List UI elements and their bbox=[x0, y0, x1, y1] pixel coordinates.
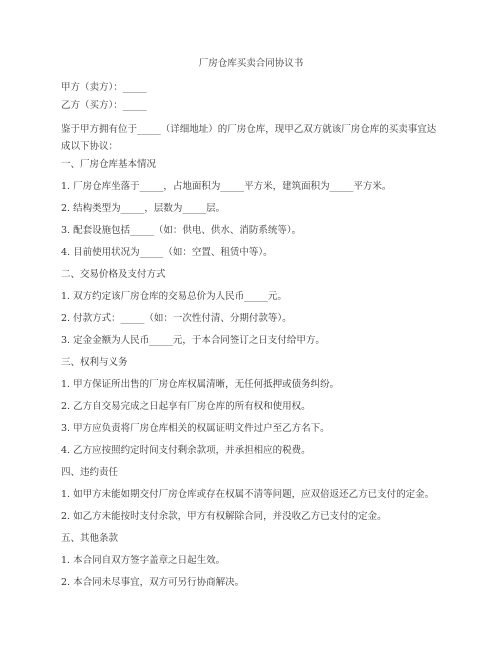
list-item: 4. 乙方应按照约定时间支付剩余款项，并承担相应的税费。 bbox=[61, 445, 311, 456]
list-item: 2. 结构类型为_____，层数为_____层。 bbox=[61, 203, 226, 214]
party-b-line: 乙方（买方）：_____ bbox=[61, 100, 147, 111]
list-item: 3. 甲方应负责将厂房仓库相关的权属证明文件过户至乙方名下。 bbox=[61, 423, 330, 434]
list-item: 3. 定金金额为人民币_____元，于本合同签订之日支付给甲方。 bbox=[61, 335, 325, 346]
section-heading-rights-obligations: 三、权利与义务 bbox=[61, 357, 128, 368]
list-item: 1. 本合同自双方签字盖章之日起生效。 bbox=[61, 555, 226, 566]
list-item: 3. 配套设施包括_____（如：供电、供水、消防系统等）。 bbox=[61, 225, 302, 236]
section-heading-liability: 四、违约责任 bbox=[61, 467, 119, 478]
list-item: 1. 双方约定该厂房仓库的交易总价为人民币_____元。 bbox=[61, 291, 287, 302]
list-item: 2. 如乙方未能按时支付余款，甲方有权解除合同，并没收乙方已支付的定金。 bbox=[61, 511, 387, 522]
document-title: 厂房仓库买卖合同协议书 bbox=[198, 58, 304, 69]
list-item: 2. 乙方自交易完成之日起享有厂房仓库的所有权和使用权。 bbox=[61, 401, 311, 412]
list-item: 1. 厂房仓库坐落于_____，占地面积为_____平方米，建筑面积为_____平方米。 bbox=[61, 181, 392, 192]
section-heading-price-payment: 二、交易价格及支付方式 bbox=[61, 269, 166, 280]
section-heading-other-terms: 五、其他条款 bbox=[61, 533, 119, 544]
party-a-line: 甲方（卖方）：_____ bbox=[61, 82, 147, 93]
section-heading-basic-info: 一、厂房仓库基本情况 bbox=[61, 159, 157, 170]
list-item: 2. 本合同未尽事宜，双方可另行协商解决。 bbox=[61, 577, 245, 588]
list-item: 2. 付款方式：_____（如：一次性付清、分期付款等）。 bbox=[61, 313, 292, 324]
intro-paragraph: 鉴于甲方拥有位于_____（详细地址）的厂房仓库，现甲乙双方就该厂房仓库的买卖事宜达成以下协议： bbox=[61, 124, 437, 152]
list-item: 1. 如甲方未能如期交付厂房仓库或存在权属不清等问题，应双倍返还乙方已支付的定金。 bbox=[61, 489, 435, 500]
list-item: 4. 目前使用状况为_____（如：空置、租赁中等）。 bbox=[61, 247, 273, 258]
list-item: 1. 甲方保证所出售的厂房仓库权属清晰，无任何抵押或债务纠纷。 bbox=[61, 379, 340, 390]
